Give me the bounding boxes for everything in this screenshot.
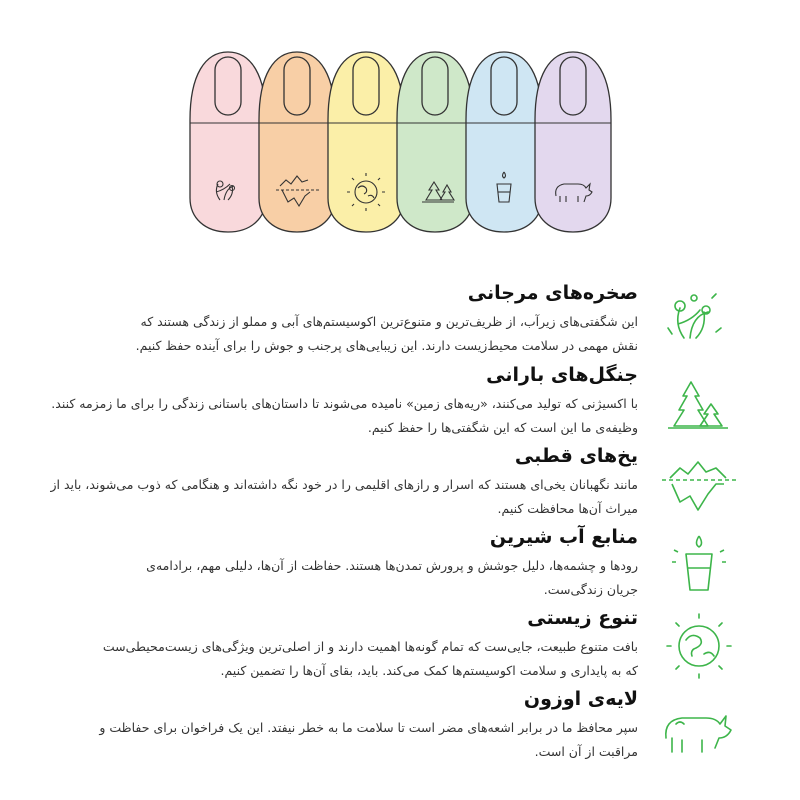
section-line: رودها و چشمه‌ها، دلیل جوشش و پرورش تمدن‌ها هستند. حفاظت از آن‌ها، دلیلی مهم، برادامه‌ی xyxy=(146,558,638,573)
coral-reef-icon xyxy=(654,278,744,350)
rhino-icon xyxy=(654,694,744,766)
section-line: جریان زندگی‌ست. xyxy=(543,582,638,597)
capsule-ice xyxy=(259,52,335,232)
section-body xyxy=(28,635,638,683)
capsule-row xyxy=(0,0,800,240)
water-glass-icon xyxy=(654,528,744,600)
section-coral-reefs xyxy=(28,280,638,358)
section-title: لایه‌ی اوزون xyxy=(523,688,638,710)
section-body xyxy=(28,310,638,358)
section-line: میراث آن‌ها محافظت کنیم. xyxy=(497,501,638,516)
globe-icon xyxy=(654,610,744,682)
section-line: مانند نگهبانان یخی‌ای هستند که اسرار و رازهای اقلیمی را در خود نگه داشته‌اند و هنگامی که ذوب می‌شوند، باید از xyxy=(50,477,638,492)
section-title: صخره‌های مرجانی xyxy=(467,282,638,304)
section-line: با اکسیژنی که تولید می‌کنند، «ریه‌های زمین» نامیده می‌شوند تا داستان‌های باستانی زندگی را برای ما زمزمه کنند. xyxy=(51,396,638,411)
capsule-water xyxy=(466,52,542,232)
section-line: که به پایداری و سلامت اکوسیستم‌ها کمک می‌کند. باید، بقای آن‌ها را تضمین کنیم. xyxy=(220,663,638,678)
pine-trees-icon xyxy=(654,366,744,438)
capsule-earth xyxy=(328,52,404,232)
section-body xyxy=(28,473,638,521)
section-body xyxy=(28,392,638,440)
iceberg-icon xyxy=(654,448,744,520)
section-polar-ice xyxy=(28,443,638,521)
section-body xyxy=(28,716,638,764)
capsule-ozone xyxy=(535,52,611,232)
section-title: منابع آب شیرین xyxy=(489,526,638,548)
section-line: نقش مهمی در سلامت محیط‌زیست دارند. این زیبایی‌های پرجنب و جوش را برای آینده حفظ کنیم. xyxy=(135,338,638,353)
section-line: وظیفه‌ی ما این است که این شگفتی‌ها را حفظ کنیم. xyxy=(367,420,638,435)
section-line: سپر محافظ ما در برابر اشعه‌های مضر است تا سلامت ما به خطر نیفتد. این یک فراخوان برای حفاظت و xyxy=(99,720,638,735)
section-line: مراقبت از آن است. xyxy=(534,744,638,759)
section-freshwater xyxy=(28,524,638,602)
section-title: تنوع زیستی xyxy=(527,607,638,629)
capsule-forest xyxy=(397,52,473,232)
section-title: جنگل‌های بارانی xyxy=(486,364,638,386)
section-line: بافت متنوع طبیعت، جایی‌ست که تمام گونه‌ها اهمیت دارند و از اصلی‌ترین ویژگی‌های زیست‌محیطی‌ست xyxy=(102,639,638,654)
section-body xyxy=(28,554,638,602)
section-rainforests xyxy=(28,362,638,440)
section-biodiversity xyxy=(28,605,638,683)
section-line: این شگفتی‌های زیرآب، از ظریف‌ترین و متنوع‌ترین اکوسیستم‌های آبی و مملو از زندگی هستند که xyxy=(140,314,638,329)
section-title: یخ‌های قطبی xyxy=(514,445,638,467)
section-ozone-layer xyxy=(28,686,638,764)
capsule-coral xyxy=(190,52,266,232)
